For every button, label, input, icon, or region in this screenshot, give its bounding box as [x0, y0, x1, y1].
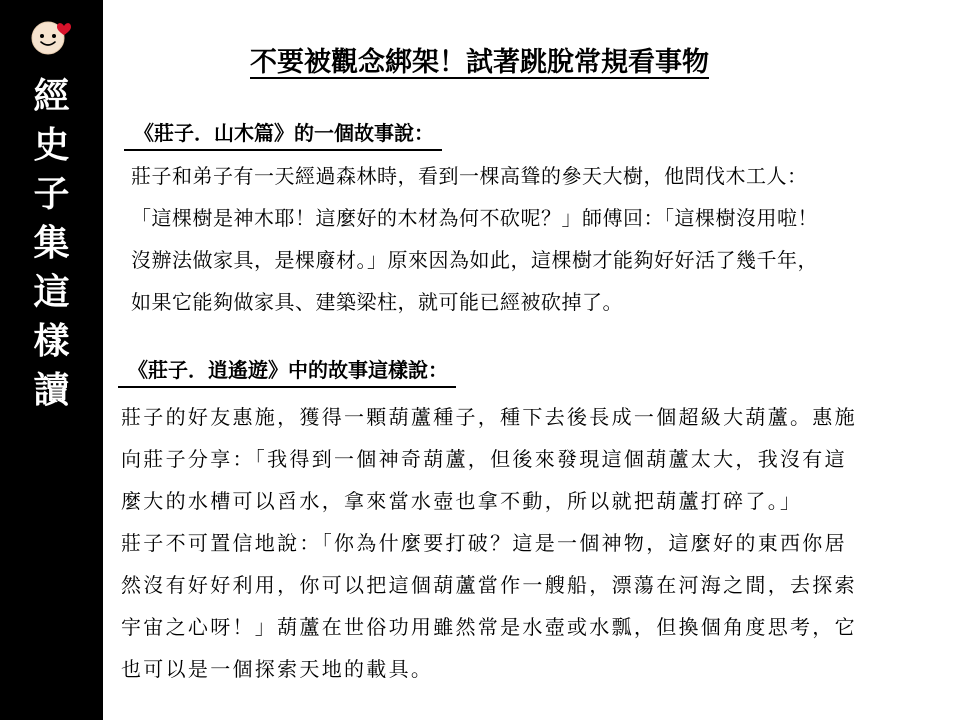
section1-heading: 《莊子．山木篇》的一個故事說： [124, 119, 442, 151]
vertical-title-char: 集 [33, 223, 70, 264]
section2-paragraph-2 [121, 522, 857, 690]
vertical-title-char: 史 [33, 125, 70, 166]
paragraph-line: 然沒有好好利用，你可以把這個葫蘆當作一艘船，漂蕩在河海之間，去探索 [121, 573, 857, 597]
paragraph-line: 如果它能夠做家具、建築梁柱，就可能已經被砍掉了。 [131, 290, 623, 314]
vertical-title-char: 這 [33, 272, 70, 313]
paragraph-line: 麼大的水槽可以舀水，拿來當水壺也拿不動，所以就把葫蘆打碎了。」 [121, 489, 803, 513]
paragraph-line: 「這棵樹是神木耶！這麼好的木材為何不砍呢？」師傅回：「這棵樹沒用啦！ [131, 206, 818, 230]
sidebar [0, 0, 103, 720]
paragraph-line: 莊子不可置信地說：「你為什麼要打破？這是一個神物，這麼好的東西你居 [121, 531, 847, 555]
paragraph-line: 向莊子分享：「我得到一個神奇葫蘆，但後來發現這個葫蘆太大，我沒有這 [121, 447, 847, 471]
vertical-title-char: 經 [33, 76, 70, 117]
section1-paragraph [131, 155, 818, 323]
section2-heading: 《莊子．逍遙遊》中的故事這樣說： [118, 356, 456, 388]
paragraph-line: 沒辦法做家具，是棵廢材。」原來因為如此，這棵樹才能夠好好活了幾千年， [131, 248, 818, 272]
page-title: 不要被觀念綁架！試著跳脫常規看事物 [250, 47, 709, 78]
vertical-title-char: 讀 [33, 370, 70, 411]
vertical-title [0, 72, 103, 415]
smiley-face-heart-icon [28, 14, 78, 58]
vertical-title-char: 樣 [33, 321, 70, 362]
paragraph-line: 也可以是一個探索天地的載具。 [121, 657, 434, 681]
vertical-title-char: 子 [33, 174, 70, 215]
section2-paragraph-1 [121, 396, 857, 522]
paragraph-line: 宇宙之心呀！」葫蘆在世俗功用雖然常是水壺或水瓢，但換個角度思考，它 [121, 615, 857, 639]
paragraph-line: 莊子和弟子有一天經過森林時，看到一棵高聳的參天大樹，他問伐木工人： [131, 164, 808, 188]
paragraph-line: 莊子的好友惠施，獲得一顆葫蘆種子，種下去後長成一個超級大葫蘆。惠施 [121, 405, 857, 429]
